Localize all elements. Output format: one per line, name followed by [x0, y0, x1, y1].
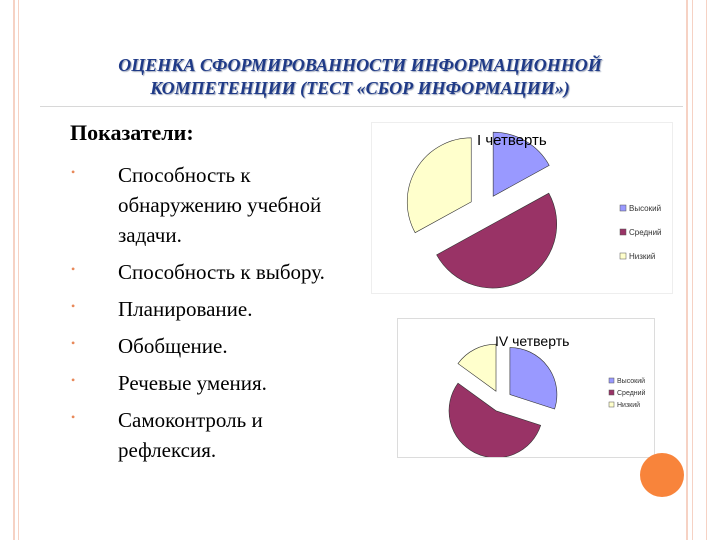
slide-title-line-1: ОЦЕНКА СФОРМИРОВАННОСТИ ИНФОРМАЦИОННОЙ — [118, 55, 602, 75]
bullet-icon: • — [71, 299, 76, 313]
legend-label: Высокий — [617, 378, 646, 385]
slide-title-line-2: КОМПЕТЕНЦИИ (ТЕСТ «СБОР ИНФОРМАЦИИ») — [150, 78, 570, 98]
list-item — [62, 160, 362, 250]
pie-slice-Низкий — [458, 344, 496, 391]
pie-slice-Низкий — [407, 138, 471, 233]
pie-chart-q4 — [397, 318, 655, 458]
chart-title: I четверть — [477, 132, 547, 149]
bullet-icon: • — [71, 165, 76, 179]
title-divider — [40, 106, 683, 107]
list-item — [62, 294, 362, 324]
frame-line-right-2 — [692, 0, 693, 540]
legend-swatch — [609, 390, 614, 395]
list-item-text: Обобщение. — [118, 334, 228, 358]
indicators-heading: Показатели: — [70, 120, 194, 145]
pie-chart-q1-svg — [372, 123, 672, 293]
legend-label: Низкий — [629, 252, 656, 261]
list-item — [62, 331, 362, 361]
frame-line-left-inner — [18, 0, 19, 540]
indicators-list — [62, 160, 362, 472]
list-item — [62, 405, 362, 465]
pie-chart-q4-svg — [398, 319, 654, 457]
list-item-text: Способность к выбору. — [118, 260, 325, 284]
bullet-icon: • — [71, 262, 76, 276]
decorative-orange-circle — [640, 453, 684, 497]
legend-swatch — [620, 253, 626, 259]
legend-label: Средний — [617, 390, 646, 397]
chart-title: IV четверть — [495, 333, 570, 349]
list-item — [62, 257, 362, 287]
bullet-icon: • — [71, 373, 76, 387]
pie-slice-Высокий — [510, 348, 557, 410]
list-item-text: Планирование. — [118, 297, 253, 321]
bullet-icon: • — [71, 336, 76, 350]
list-item-text: Самоконтроль и рефлексия. — [118, 408, 263, 462]
list-item-text: Речевые умения. — [118, 371, 267, 395]
slide-title — [40, 54, 680, 100]
list-item-text: Способность к обнаружению учебной задачи. — [118, 163, 322, 247]
bullet-icon: • — [71, 410, 76, 424]
legend-label: Высокий — [629, 204, 662, 213]
legend-swatch — [609, 402, 614, 407]
pie-chart-q1 — [371, 122, 673, 294]
frame-line-left-outer — [13, 0, 15, 540]
frame-line-right-1 — [686, 0, 688, 540]
legend-label: Средний — [629, 228, 662, 237]
legend-swatch — [620, 229, 626, 235]
legend-swatch — [620, 205, 626, 211]
legend-label: Низкий — [617, 402, 641, 409]
legend-swatch — [609, 378, 614, 383]
frame-line-right-3 — [706, 0, 707, 540]
list-item — [62, 368, 362, 398]
